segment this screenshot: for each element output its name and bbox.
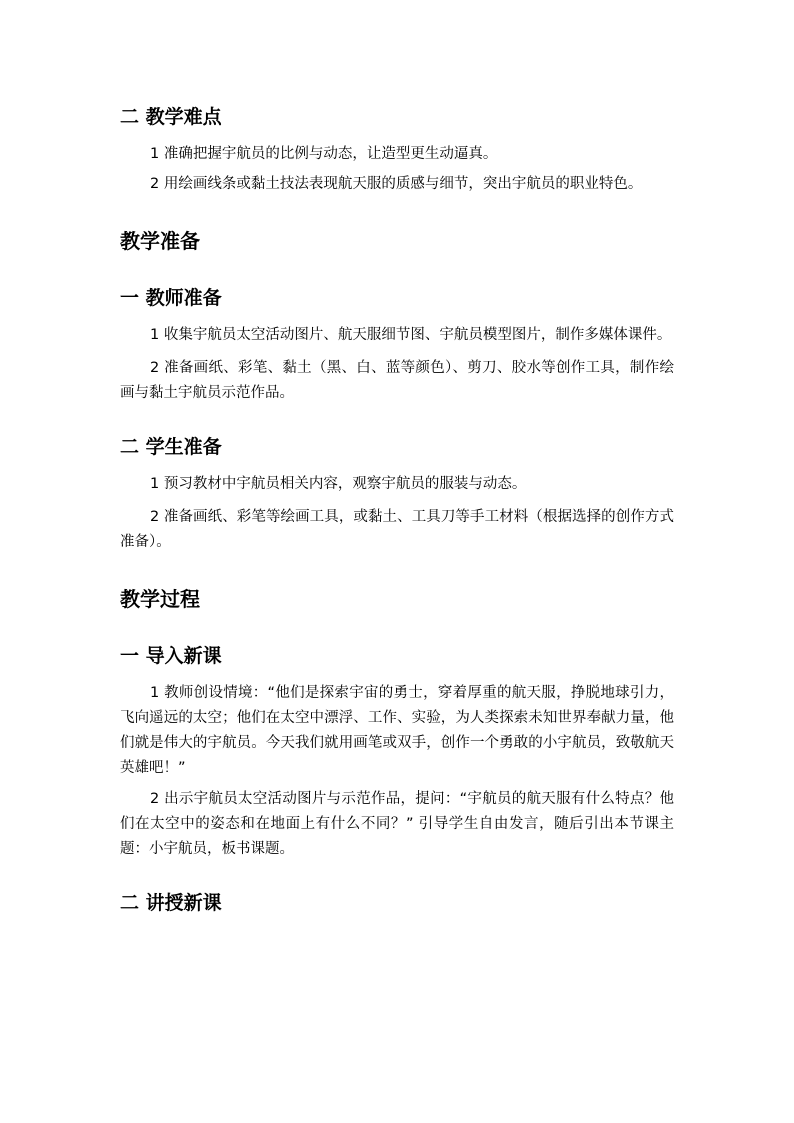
section-heading: 一 教师准备	[120, 287, 222, 309]
section-new-lesson	[120, 890, 674, 916]
section-heading: 二 讲授新课	[120, 892, 222, 914]
section-student-preparation	[120, 434, 674, 555]
section-heading: 一 导入新课	[120, 645, 222, 667]
section-teacher-preparation	[120, 285, 674, 406]
section-teaching-difficulties	[120, 104, 674, 197]
paragraph: 1 准确把握宇航员的比例与动态，让造型更生动逼真。	[150, 146, 498, 162]
paragraph: 2 准备画纸、彩笔等绘画工具，或黏土、工具刀等手工材料（根据选择的创作方式准备）。	[120, 509, 674, 550]
paragraph: 1 教师创设情境：“他们是探索宇宙的勇士，穿着厚重的航天服，挣脱地球引力，飞向遥远的太空；他们在太空中漂浮、工作、实验，为人类探索未知世界奉献力量，他们就是伟大的宇航员。今天我们就用画笔或双手，创作一个勇敢的小宇航员，致敬航天英雄吧！”	[120, 685, 674, 776]
section-introduction	[120, 643, 674, 862]
section-heading: 二 学生准备	[120, 436, 222, 458]
paragraph: 1 收集宇航员太空活动图片、航天服细节图、宇航员模型图片，制作多媒体课件。	[150, 327, 672, 343]
document-content	[120, 104, 674, 916]
paragraph: 1 预习教材中宇航员相关内容，观察宇航员的服装与动态。	[150, 476, 527, 492]
chapter-title-preparation: 教学准备	[120, 229, 200, 253]
chapter-title-process: 教学过程	[120, 587, 200, 611]
section-heading: 二 教学难点	[120, 106, 222, 128]
paragraph: 2 用绘画线条或黏土技法表现航天服的质感与细节，突出宇航员的职业特色。	[150, 176, 643, 192]
paragraph: 2 准备画纸、彩笔、黏土（黑、白、蓝等颜色）、剪刀、胶水等创作工具，制作绘画与黏土宇航员示范作品。	[120, 360, 674, 401]
paragraph: 2 出示宇航员太空活动图片与示范作品，提问：“宇航员的航天服有什么特点？他们在太空中的姿态和在地面上有什么不同？” 引导学生自由发言，随后引出本节课主题：小宇航员，板书课题。	[120, 791, 674, 857]
